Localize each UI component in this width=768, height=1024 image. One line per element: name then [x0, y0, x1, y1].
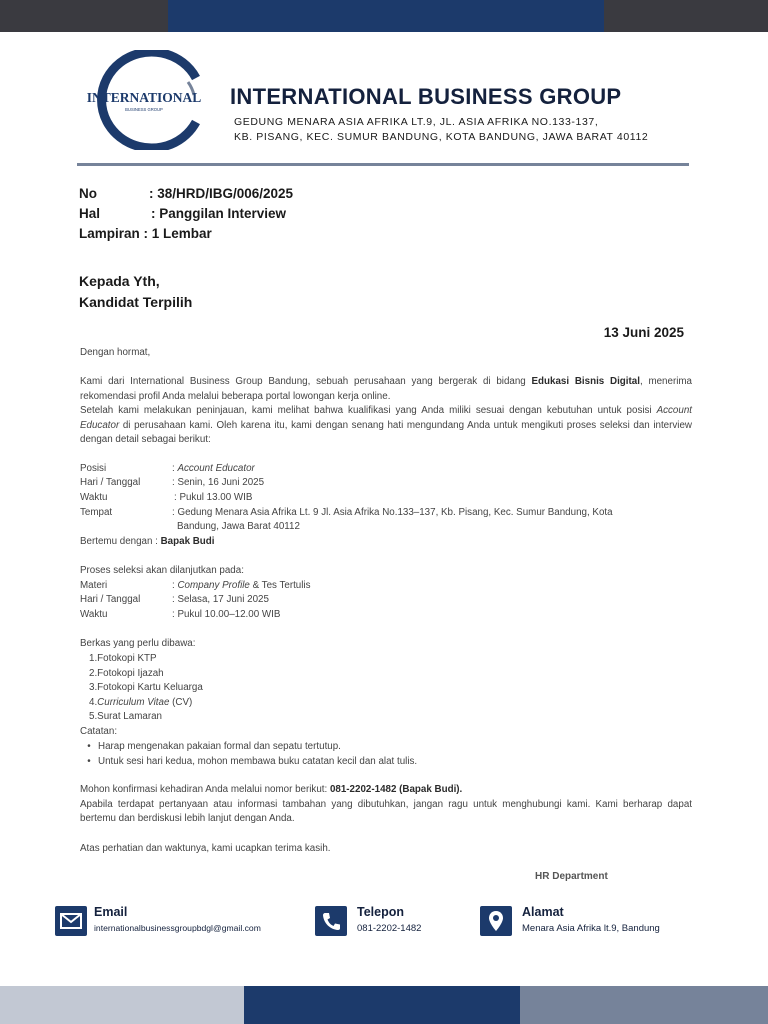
paragraph-1 [80, 375, 692, 404]
meta-hal-value: : Panggilan Interview [151, 206, 287, 221]
address-title: Alamat [522, 905, 564, 919]
email-value[interactable]: internationalbusinessgroupbdgl@gmail.com [94, 923, 261, 933]
next-materi-label: Materi [80, 580, 108, 591]
detail-hari-value: : Senin, 16 Juni 2025 [172, 477, 265, 488]
detail-posisi-label: Posisi [80, 463, 107, 474]
greeting: Dengan hormat, [80, 347, 151, 358]
documents-item: 3.Fotokopi Kartu Keluarga [89, 682, 203, 694]
detail-waktu-value: : Pukul 13.00 WIB [174, 492, 253, 503]
notes-item: • Untuk sesi hari kedua, mohon membawa buku catatan kecil dan alat tulis. [80, 755, 417, 770]
detail-bertemu-value: Bapak Budi [160, 536, 215, 547]
detail-waktu-label: Waktu [80, 492, 108, 503]
bottom-band-left [0, 986, 244, 1024]
detail-tempat-label: Tempat [80, 507, 113, 518]
detail-tempat-value-2: Bandung, Jawa Barat 40112 [177, 521, 300, 532]
notes-item: • Harap mengenakan pakaian formal dan sepatu tertutup. [80, 740, 417, 755]
detail-hari-label: Hari / Tanggal [80, 477, 141, 488]
documents-item-4-italic: Curriculum Vitae [97, 696, 170, 708]
detail-waktu [80, 491, 252, 506]
top-band-center [168, 0, 604, 32]
next-waktu-value: : Pukul 10.00–12.00 WIB [172, 609, 281, 620]
logo-text: INTERNATIONAL [86, 90, 202, 105]
email-title: Email [94, 905, 128, 919]
meta-lampiran-label: Lampiran [79, 226, 140, 241]
paragraph-2-text: Setelah kami melakukan peninjauan, kami melihat bahwa kualifikasi yang Anda miliki sesuai dengan kebutuhan untuk posisi [80, 405, 657, 416]
paragraph-1-text: Kami dari International Business Group Bandung, sebuah perusahaan yang bergerak di bidang [80, 376, 532, 387]
confirmation-text-end: Apabila terdapat pertanyaan atau informasi tambahan yang dibutuhkan, jangan ragu untuk menghubungi kami. Kami berharap dapat bertemu dan berdiskusi lebih lanjut dengan Anda. [80, 798, 692, 825]
documents-item-4-number: 4. [89, 696, 98, 708]
next-stage-intro: Proses seleksi akan dilanjutkan pada: [80, 565, 244, 576]
logo-subtext: BUSINESS GROUP [125, 107, 163, 112]
confirmation-phone: 081-2202-1482 (Bapak Budi). [329, 784, 463, 795]
location-pin-icon [480, 906, 512, 936]
company-name: INTERNATIONAL BUSINESS GROUP [230, 84, 622, 109]
documents-item-4 [80, 696, 203, 711]
top-band-right [604, 0, 768, 32]
meta-hal-label: Hal [79, 206, 101, 221]
phone-icon [315, 906, 347, 936]
next-waktu-label: Waktu [80, 609, 108, 620]
documents-list [80, 652, 203, 725]
documents-item: 1.Fotokopi KTP [89, 653, 157, 664]
paragraph-2 [80, 404, 692, 448]
address-line-2: KB. PISANG, KEC. SUMUR BANDUNG, KOTA BANDUNG, JAWA BARAT 40112 [234, 131, 649, 143]
documents-intro: Berkas yang perlu dibawa: [80, 638, 196, 649]
mail-icon [55, 906, 87, 936]
recipient-line-2: Kandidat Terpilih [79, 294, 193, 310]
detail-posisi: Posisi : Account Educator [80, 462, 255, 477]
closing: Atas perhatian dan waktunya, kami ucapkan terima kasih. [80, 843, 331, 854]
signature: HR Department [535, 871, 608, 882]
detail-tempat-value-1: : Gedung Menara Asia Afrika Lt. 9 Jl. Asia Afrika No.133–137, Kb. Pisang, Kec. Sumur Bandung, Kota [172, 507, 613, 518]
next-materi-italic: Company Profile [177, 580, 250, 591]
documents-item-4-rest: (CV) [169, 696, 193, 708]
confirmation-paragraph [80, 783, 692, 827]
detail-posisi-value: Account Educator [177, 463, 255, 474]
detail-tempat [80, 506, 613, 521]
company-address [234, 115, 648, 145]
top-band-left [0, 0, 168, 32]
header-divider [77, 163, 689, 166]
next-hari-label: Hari / Tanggal [80, 594, 141, 605]
meta-no-value: : 38/HRD/IBG/006/2025 [149, 186, 294, 201]
next-waktu [80, 608, 280, 623]
paragraph-2-text-end: di perusahaan kami. Oleh karena itu, kami dengan senang hati mengundang Anda untuk mengikuti proses seleksi dan interview dengan detail sebagai berikut: [80, 419, 692, 446]
meta-lampiran [79, 226, 212, 241]
address-value: Menara Asia Afrika lt.9, Bandung [522, 923, 660, 934]
detail-bertemu [80, 535, 215, 550]
next-materi: Materi : Company Profile & Tes Tertulis [80, 579, 311, 594]
confirmation-text: Mohon konfirmasi kehadiran Anda melalui nomor berikut: [80, 784, 330, 795]
address-line-1: GEDUNG MENARA ASIA AFRIKA LT.9, JL. ASIA AFRIKA NO.133-137, [234, 116, 599, 128]
paragraph-1-bold: Edukasi Bisnis Digital [531, 376, 640, 387]
documents-item: 5.Surat Lamaran [89, 711, 162, 723]
phone-value[interactable]: 081-2202-1482 [357, 923, 422, 934]
paragraph-2-italic: Account Educator [80, 405, 692, 431]
phone-title: Telepon [357, 905, 404, 919]
company-logo [78, 50, 210, 150]
meta-lampiran-value: : 1 Lembar [143, 226, 212, 241]
meta-no [79, 186, 293, 201]
next-hari [80, 593, 269, 608]
meta-no-label: No [79, 186, 97, 201]
notes-intro: Catatan: [80, 726, 118, 737]
next-materi-rest: & Tes Tertulis [249, 580, 311, 591]
documents-item: 2.Fotokopi Ijazah [89, 667, 164, 679]
letter-date: 13 Juni 2025 [603, 325, 684, 340]
bottom-band-right [520, 986, 768, 1024]
recipient-line-1: Kepada Yth, [79, 273, 160, 289]
detail-bertemu-label: Bertemu dengan : [80, 536, 161, 547]
next-hari-value: : Selasa, 17 Juni 2025 [172, 594, 269, 605]
notes-list [80, 740, 417, 769]
paragraph-1-text-end: , menerima rekomendasi profil Anda melalui beberapa portal lowongan kerja online. [80, 376, 692, 402]
bottom-band-center [244, 986, 520, 1024]
detail-hari [80, 476, 264, 491]
meta-hal [79, 206, 286, 221]
